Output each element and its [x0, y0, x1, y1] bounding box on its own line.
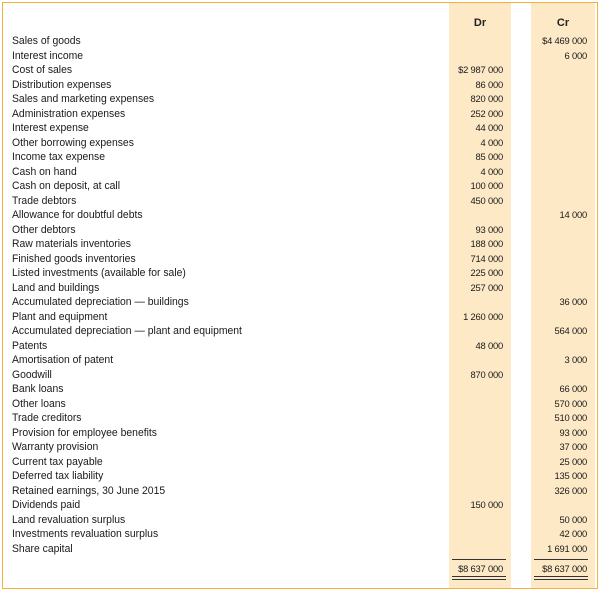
- table-row: [3, 208, 599, 223]
- dr-amount: 150 000: [470, 499, 503, 510]
- account-name: Dividends paid: [12, 499, 81, 511]
- dr-amount: 4 000: [480, 136, 503, 148]
- account-name: Listed investments (available for sale): [12, 267, 186, 279]
- table-row: [3, 484, 599, 499]
- account-name: Trade debtors: [12, 194, 77, 207]
- account-name: Land revaluation surplus: [12, 513, 126, 526]
- table-row: [3, 310, 599, 325]
- cr-amount: 36 000: [559, 296, 587, 307]
- table-row: [3, 382, 599, 397]
- table-row: [3, 194, 599, 209]
- account-name: Finished goods inventories: [12, 252, 136, 265]
- account-name: Retained earnings, 30 June 2015: [12, 484, 166, 497]
- totals-row: [3, 556, 599, 586]
- cr-amount: 3 000: [564, 354, 587, 365]
- account-name: Raw materials inventories: [12, 238, 131, 250]
- dr-amount: 85 000: [475, 151, 503, 162]
- table-row: [3, 281, 599, 296]
- table-row: [3, 34, 599, 49]
- cr-amount: 1 691 000: [547, 542, 587, 554]
- account-name: Other debtors: [12, 223, 76, 236]
- dr-amount: 450 000: [470, 194, 503, 206]
- dr-total-rule: [452, 559, 506, 560]
- table-row: [3, 165, 599, 180]
- account-name: Amortisation of patent: [12, 354, 114, 366]
- table-row: [3, 223, 599, 238]
- table-row: [3, 150, 599, 165]
- dr-double-underline: [452, 576, 506, 580]
- table-row: [3, 397, 599, 412]
- cr-amount: 135 000: [554, 470, 587, 481]
- account-name: Income tax expense: [12, 151, 106, 163]
- account-name: Distribution expenses: [12, 78, 112, 91]
- account-name: Other borrowing expenses: [12, 136, 134, 149]
- account-name: Patents: [12, 339, 48, 352]
- account-name: Other loans: [12, 397, 66, 410]
- account-name: Warranty provision: [12, 441, 99, 453]
- table-row: [3, 426, 599, 441]
- account-name: Cost of sales: [12, 64, 73, 76]
- account-name: Sales and marketing expenses: [12, 93, 155, 105]
- table-row: [3, 353, 599, 368]
- table-row: [3, 121, 599, 136]
- cr-amount: 14 000: [559, 209, 587, 220]
- account-name: Deferred tax liability: [12, 470, 104, 482]
- dr-amount: 1 260 000: [463, 310, 503, 322]
- account-name: Administration expenses: [12, 107, 126, 120]
- table-row: [3, 136, 599, 151]
- table-row: [3, 513, 599, 528]
- cr-amount: 66 000: [559, 383, 587, 394]
- dr-amount: 257 000: [470, 281, 503, 293]
- table-row: [3, 324, 599, 339]
- cr-amount: 37 000: [559, 441, 587, 452]
- table-row: [3, 368, 599, 383]
- account-name: Current tax payable: [12, 455, 103, 468]
- cr-amount: 326 000: [554, 484, 587, 496]
- account-rows: [3, 34, 599, 556]
- table-row: [3, 455, 599, 470]
- dr-amount: 93 000: [475, 223, 503, 235]
- dr-amount: 86 000: [475, 78, 503, 90]
- dr-amount: $2 987 000: [458, 64, 503, 75]
- cr-amount: 570 000: [554, 397, 587, 409]
- account-name: Provision for employee benefits: [12, 426, 158, 439]
- cr-total: $8 637 000: [542, 563, 587, 574]
- cr-total-rule: [534, 559, 588, 560]
- account-name: Accumulated depreciation — buildings: [12, 296, 189, 308]
- account-name: Accumulated depreciation — plant and equipment: [12, 325, 242, 337]
- table-row: [3, 92, 599, 107]
- account-name: Plant and equipment: [12, 310, 108, 323]
- table-row: [3, 179, 599, 194]
- account-name: Trade creditors: [12, 412, 82, 424]
- cr-double-underline: [534, 576, 588, 580]
- cr-amount: 93 000: [559, 426, 587, 438]
- table-row: [3, 440, 599, 455]
- table-row: [3, 295, 599, 310]
- cr-column-header: Cr: [556, 17, 570, 29]
- account-name: Interest income: [12, 49, 84, 62]
- account-name: Investments revaluation surplus: [12, 528, 159, 540]
- account-name: Goodwill: [12, 368, 52, 381]
- account-name: Share capital: [12, 542, 73, 555]
- dr-amount: 870 000: [470, 368, 503, 380]
- table-row: [3, 266, 599, 281]
- account-name: Sales of goods: [12, 35, 81, 47]
- dr-amount: 48 000: [475, 339, 503, 351]
- account-name: Land and buildings: [12, 281, 100, 294]
- dr-amount: 252 000: [470, 107, 503, 119]
- table-row: [3, 63, 599, 78]
- dr-amount: 100 000: [470, 180, 503, 191]
- table-row: [3, 339, 599, 354]
- table-row: [3, 527, 599, 542]
- table-row: [3, 252, 599, 267]
- table-row: [3, 78, 599, 93]
- cr-amount: 42 000: [559, 528, 587, 539]
- table-row: [3, 469, 599, 484]
- dr-total: $8 637 000: [458, 563, 503, 574]
- dr-amount: 4 000: [480, 165, 503, 177]
- cr-amount: 50 000: [559, 513, 587, 525]
- table-row: [3, 237, 599, 252]
- trial-balance-panel: [2, 2, 598, 589]
- table-row: [3, 411, 599, 426]
- dr-column-header: Dr: [473, 17, 487, 29]
- cr-amount: 510 000: [554, 412, 587, 423]
- account-name: Cash on deposit, at call: [12, 180, 121, 192]
- dr-amount: 820 000: [470, 93, 503, 104]
- dr-amount: 714 000: [470, 252, 503, 264]
- account-name: Interest expense: [12, 122, 89, 134]
- table-row: [3, 107, 599, 122]
- dr-amount: 44 000: [475, 122, 503, 133]
- table-row: [3, 542, 599, 557]
- dr-amount: 188 000: [470, 238, 503, 249]
- table-row: [3, 498, 599, 513]
- dr-amount: 225 000: [470, 267, 503, 278]
- account-name: Cash on hand: [12, 165, 77, 178]
- table-row: [3, 49, 599, 64]
- cr-amount: 25 000: [559, 455, 587, 467]
- cr-amount: $4 469 000: [542, 35, 587, 46]
- account-name: Allowance for doubtful debts: [12, 209, 143, 221]
- account-name: Bank loans: [12, 383, 64, 395]
- cr-amount: 6 000: [564, 49, 587, 61]
- cr-amount: 564 000: [554, 325, 587, 336]
